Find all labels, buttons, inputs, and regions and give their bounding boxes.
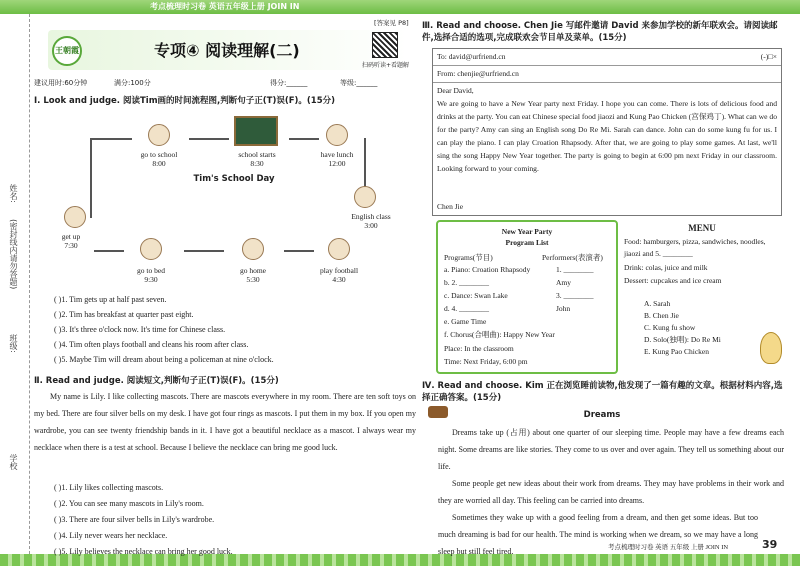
score-field: 得分:______ (270, 79, 308, 87)
question: ( )5. Maybe Tim will dream about being a policeman at nine o'clock. (54, 355, 274, 364)
class-icon (354, 186, 376, 208)
event-label: get up 7:30 (61, 232, 81, 250)
question: ( )2. Tim has breakfast at quarter past eight. (54, 310, 194, 319)
menu-title: MENU (688, 223, 716, 233)
book-icon (428, 406, 448, 418)
name-label: 姓名: (9, 184, 18, 203)
s2-questions (54, 480, 414, 560)
email-from: From: chenjie@urfriend.cn (437, 69, 519, 78)
option: D. Solo(独唱): Do Re Mi (644, 335, 721, 344)
window-controls[interactable]: (-)□× (760, 52, 777, 61)
football-icon (328, 238, 350, 260)
lunch-icon (326, 124, 348, 146)
arrow (94, 250, 124, 252)
option: C. Kung fu show (644, 323, 696, 332)
question: ( )4. Tim often plays football and cleans his room after class. (54, 340, 249, 349)
performer-cell: Amy (556, 278, 571, 287)
section3-instruction: Ⅲ. Read and choose. Chen Jie 写邮件邀请 David 来参加学校的新年联欢会。请阅读邮件,选择合适的选项,完成联欢会节目单及菜单。(15分) (422, 21, 778, 43)
lily-passage: My name is Lily. I like collecting mascots. There are mascots everywhere in my room. There are ten soft toys on my bed. There are four silver bells on my desk. I have got four rings as mascots. I put them in my box. If you open my wardrobe, you can see twenty friendship bands in it. I have got a beautiful necklace as a mascot. I always wear my necklace when there is a test at school. Because I believe the necklace can bring me good luck. (34, 392, 416, 452)
program-row: b. 2. ________ (444, 278, 489, 287)
dreams-title: Dreams (583, 410, 621, 420)
top-banner (0, 0, 800, 14)
footer-series: 考点梳理时习卷 英语 五年级 上册 JOIN IN (608, 544, 729, 551)
full-score: 满分:100分 (114, 79, 151, 87)
event-label: English class 3:00 (351, 212, 391, 230)
blackboard-icon (234, 116, 278, 146)
diagram-title: Tim's School Day (193, 174, 275, 184)
program-row: f. Chorus(合唱曲): Happy New Year (444, 330, 555, 339)
qr-caption: 扫码听读+看题解 (362, 62, 410, 69)
email-body: We are going to have a New Year party next Friday. I hope you can come. There is lots of delicious food and drinks at the party. You can eat Chinese special food jiaozi and Kung Pao Chicken (宫保鸡丁). What can we do for the party? Amy can sing an English song Do Re Mi. Sarah can dance. John can do some kung fu for us. I can play the piano. I can play Croation Rhapsody. After that, we are going to play some games. At last, we'll sing the song Happy New Year together. The party is going to begin at 6:00 pm next Friday in our classroom. Looking forward to your coming. (437, 99, 777, 173)
flower-mascot-icon (760, 332, 782, 364)
get-up-icon (64, 206, 86, 228)
divider (433, 65, 781, 66)
dreams-paragraph: Dreams take up (占用) about one quarter of our sleeping time. People may have a few dreams each night. Some dreams are like stories. They come to us over and over again. They tell us something about our life. (438, 428, 784, 471)
event-label: have lunch 12:00 (320, 150, 354, 168)
option: E. Kung Pao Chicken (644, 347, 709, 356)
program-title: New Year Party (501, 227, 553, 236)
home-icon (242, 238, 264, 260)
party-place: Place: In the classroom (444, 344, 514, 353)
event-label: play football 4:30 (319, 266, 359, 284)
arrow (289, 138, 319, 140)
question: ( )3. It's three o'clock now. It's time for Chinese class. (54, 325, 226, 334)
grade-field: 等级:______ (340, 79, 378, 87)
event-label: go to bed 9:30 (137, 266, 165, 284)
programs-header: Programs(节目) (444, 253, 493, 262)
s1-questions (54, 292, 414, 367)
email-window (432, 48, 782, 216)
party-time: Time: Next Friday, 6:00 pm (444, 357, 528, 366)
answer-reference: [答案见 P8] (374, 19, 409, 27)
program-list-card (436, 220, 618, 374)
left-page (34, 14, 416, 554)
email-signature: Chen Jie (437, 202, 464, 211)
question: ( )1. Tim gets up at half past seven. (54, 295, 167, 304)
bed-icon (140, 238, 162, 260)
banner-text: 考点梳理时习卷 英语五年级上册 JOIN IN (150, 2, 300, 11)
email-to: To: david@urfriend.cn (437, 52, 506, 61)
menu-food: Food: hamburgers, pizza, sandwiches, noodles, jiaozi and 5. ________ (624, 237, 766, 258)
arrow (92, 138, 132, 140)
arrow (184, 250, 224, 252)
page-title: 专项④ 阅读理解(二) (154, 41, 300, 60)
time-suggestion: 建议用时:60分钟 (34, 79, 88, 87)
program-row: d. 4. ________ (444, 304, 489, 313)
section4-instruction: Ⅳ. Read and choose. Kim 正在浏览睡前读物,他发现了一篇有趣的文章。根据材料内容,选择正确答案。(15分) (422, 381, 783, 403)
email-greeting: Dear David, (437, 86, 474, 95)
school-label: 学校 (9, 454, 18, 470)
menu-drink: Drink: colas, juice and milk (624, 263, 708, 272)
dreams-paragraph: Some people get new ideas about their work from dreams. They may have problems in their work and they are worried all day. This feeling can be carried into dreams. (438, 479, 784, 505)
options-list (644, 298, 764, 358)
option: A. Sarah (644, 299, 671, 308)
question: ( )4. Lily never wears her necklace. (54, 531, 168, 540)
dreams-paragraph: Sometimes they wake up with a good feeling from a dream, and then get some ideas. But too much dreaming is bad for our health. The mind is working when we dream, so we may have a long sleep but still feel tired. (438, 513, 758, 556)
performer-cell: 3. ________ (556, 291, 594, 300)
question: ( )2. You can see many mascots in Lily's room. (54, 499, 204, 508)
brand-logo: 王朝霞 (52, 36, 82, 66)
section1-instruction: Ⅰ. Look and judge. 阅读Tim画的时间流程图,判断句子正(T)误(F)。(15分) (34, 96, 336, 106)
event-label: school starts 8:30 (238, 150, 276, 168)
arrow (284, 250, 314, 252)
binding-margin (0, 14, 30, 554)
performer-cell: 1. ________ (556, 265, 594, 274)
section2-instruction: Ⅱ. Read and judge. 阅读短文,判断句子正(T)误(F)。(15分) (34, 376, 279, 386)
performers-header: Performers(表演者) (542, 253, 603, 262)
right-page (422, 14, 794, 554)
question: ( )1. Lily likes collecting mascots. (54, 483, 164, 492)
program-row: e. Game Time (444, 317, 487, 326)
page-number: 39 (762, 538, 778, 551)
arrow (189, 138, 229, 140)
menu-dessert: Dessert: cupcakes and ice cream (624, 276, 722, 285)
time-flow-diagram (34, 110, 416, 290)
divider (433, 82, 781, 83)
event-label: go to school 8:00 (140, 150, 178, 168)
school-bag-icon (148, 124, 170, 146)
arrow (90, 138, 92, 218)
program-subtitle: Program List (505, 238, 549, 247)
class-label: 班级: (9, 334, 18, 353)
option: B. Chen Jie (644, 311, 679, 320)
performer-cell: John (556, 304, 571, 313)
qr-code-icon[interactable] (372, 32, 398, 58)
question: ( )5. Lily believes the necklace can bring her good luck. (54, 547, 233, 556)
program-row: a. Piano: Croation Rhapsody (444, 265, 531, 274)
event-label: go home 5:30 (239, 266, 267, 284)
seal-line-note: (密封线内请勿答题) (9, 219, 18, 290)
question: ( )3. There are four silver bells in Lily's wardrobe. (54, 515, 215, 524)
program-row: c. Dance: Swan Lake (444, 291, 508, 300)
